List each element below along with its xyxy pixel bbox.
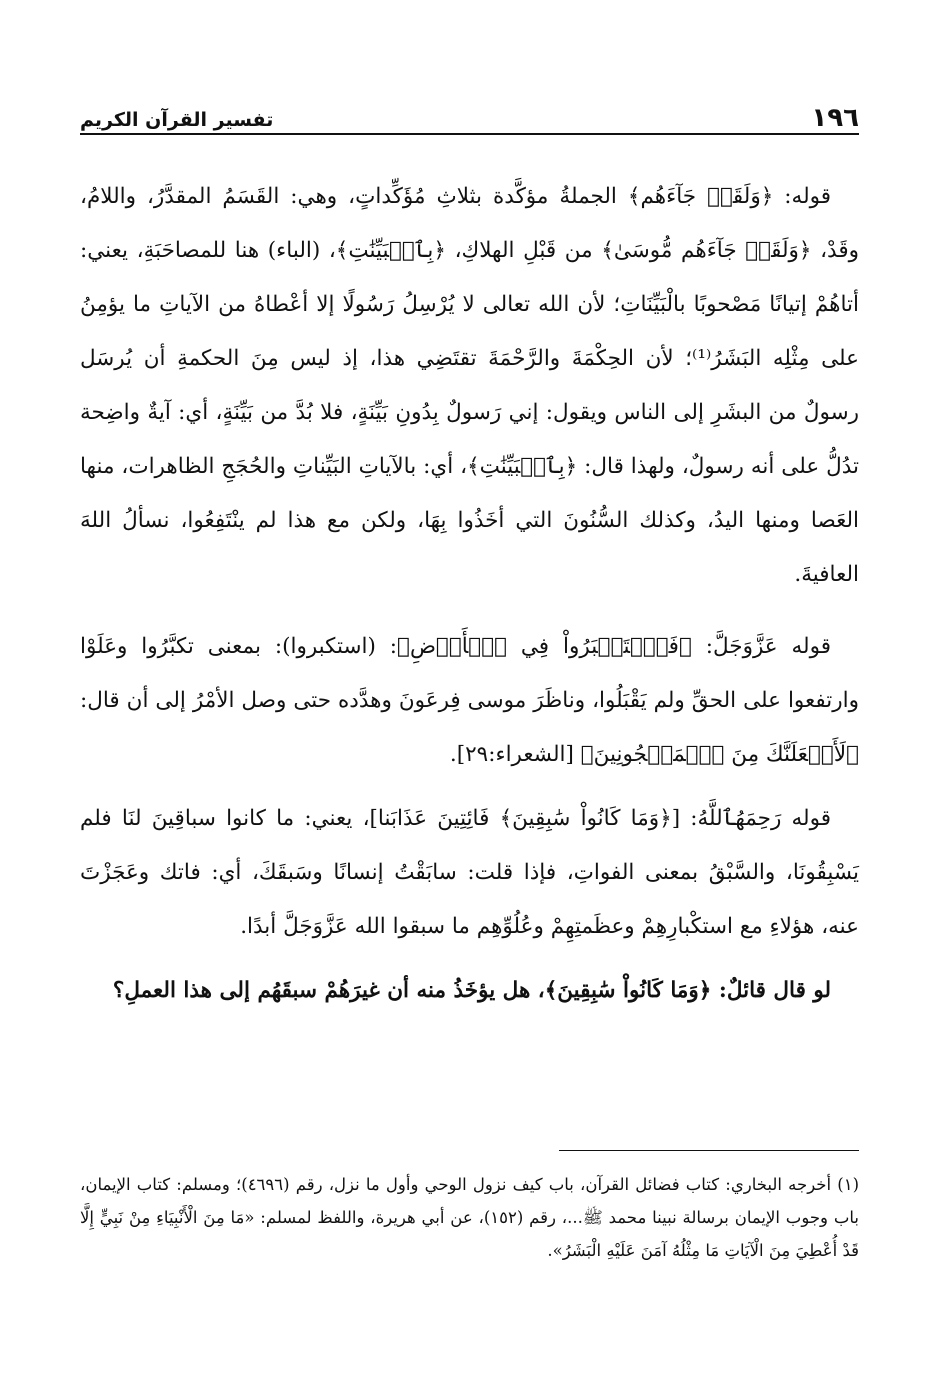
paragraph-1: قوله: ﴿وَلَقَدۡ جَآءَهُم﴾ الجملةُ مؤكَّدة بثلاثِ مُؤَكِّداتٍ، وهي: القَسَمُ المقدَّرُ، واللامُ، وقَدْ، ﴿وَلَقَدۡ جَآءَهُم مُّوسَىٰ﴾ من قَبْلِ الهلاكِ، ﴿بِٱلۡبَيِّنَٰتِ﴾، (الباء) هنا للمصاحَبَةِ، يعني: أتاهُمْ إتيانًا مَصْحوبًا بالْبَيِّنَاتِ؛ لأن الله تعالى لا يُرْسِلُ رَسُولًا إلا أعْطاهُ من الآياتِ ما يؤمِنُ على مِثْلِه البَشَرُ⁽¹⁾؛ لأن الحِكْمَةَ والرَّحْمَةَ تقتَضِي هذا، إذ ليس مِنَ الحكمةِ أن يُرسَل رسولٌ من البشَرِ إلى الناس ويقول: إني رَسولٌ بِدُونِ بَيِّنَةٍ، فلا بُدَّ من بَيِّنَةٍ، أي: آيةٌ واضِحة تدُلُّ على أنه رسولٌ، ولهذا قال: ﴿بِٱلۡبَيِّنَٰتِ﴾، أي: بالآياتِ البَيِّناتِ والحُجَجِ الظاهرات، منها العَصا ومنها اليدُ، وكذلك السُّنُونَ التي أخَذُوا بِهَا، ولكن مع هذا لم ينْتَفِعُوا، نسألُ اللهَ العافيةَ.	[80, 184, 859, 587]
paragraph-3: قوله رَحِمَهُٱللَّهُ: [﴿وَمَا كَانُواْ سَٰبِقِينَ﴾ فَائِتِينَ عَذَابَنا]، يعني: ما كانوا سباقِينَ لنَا فلم يَسْبِقُونَا، والسَّبْقُ بمعنى الفواتِ، فإذا قلت: سابَقْتُ إنسانًا وسَبقَكَ، أي: فاتك وعَجَزْتَ عنه، هؤلاءِ مع استكْبارِهِمْ وعظَمتِهِمْ وعُلُوِّهِم ما سبقوا الله عَزَّوَجَلَّ أبدًا.	[80, 806, 859, 939]
running-title: تفسير القرآن الكريم	[80, 109, 274, 131]
paragraph-4: لو قال قائلٌ: ﴿وَمَا كَانُواْ سَٰبِقِينَ﴾، هل يؤخَذُ منه أن غيرَهُمْ سبقَهُم إلى هذا العملِ؟	[112, 978, 831, 1003]
header-divider	[80, 133, 859, 135]
main-text	[80, 170, 859, 1036]
footnote-divider	[559, 1150, 859, 1151]
footnote-1: (١) أخرجه البخاري: كتاب فضائل القرآن، باب كيف نزول الوحي وأول ما نزل، رقم (٤٦٩٦)؛ ومسلم: كتاب الإيمان، باب وجوب الإيمان برسالة نبينا محمد ﷺ...، رقم (١٥٢)، عن أبي هريرة، واللفظ لمسلم: «مَا مِنَ الْأَنْبِيَاءِ مِنْ نَبِيٍّ إِلَّا قَدْ أُعْطِيَ مِنَ الْآيَاتِ مَا مِثْلُهُ آمَنَ عَلَيْهِ الْبَشَرُ».	[80, 1175, 860, 1260]
page-header	[80, 96, 859, 132]
paragraph-2: قوله عَزَّوَجَلَّ: ﴿فَٱسۡتَكۡبَرُواْ فِي ٱلۡأَرۡضِ﴾: (استكبروا): بمعنى تكبَّرُوا وعَلَوْا وارتفعوا على الحقِّ ولم يَقْبَلُوا، وناظَرَ موسى فِرعَونَ وهدَّده حتى وصل الأمْرُ إلى أن قال: ﴿لَأَجۡعَلَنَّكَ مِنَ ٱلۡمَسۡجُونِينَ﴾ [الشعراء:٢٩].	[80, 634, 859, 767]
footnotes	[80, 1168, 859, 1267]
page-number: ١٩٦	[811, 103, 859, 133]
